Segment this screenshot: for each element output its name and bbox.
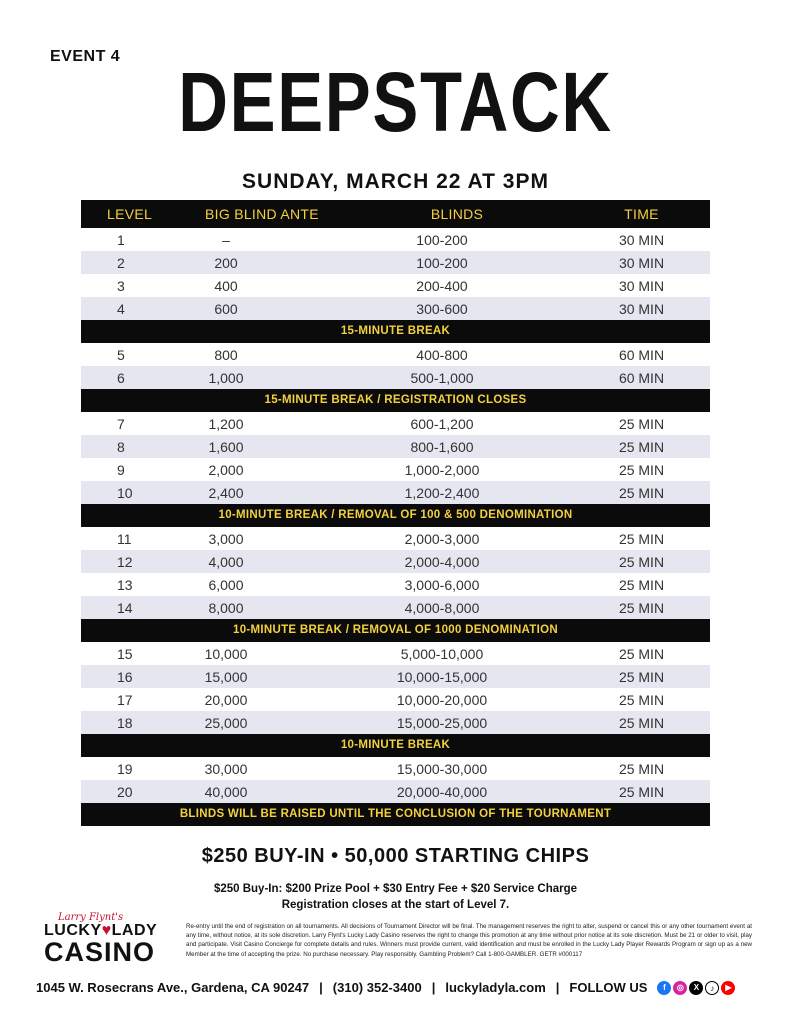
level-cell: 11 (117, 530, 132, 547)
ante-cell: 10,000 (204, 645, 248, 662)
table-row (81, 780, 710, 803)
level-cell: 20 (117, 783, 133, 800)
ante-cell: 25,000 (204, 714, 248, 731)
level-cell: 1 (117, 231, 125, 248)
blinds-cell: 10,000-20,000 (396, 691, 488, 708)
ante-cell: 4,000 (208, 553, 244, 570)
level-cell: 4 (117, 300, 125, 317)
ante-cell: 800 (214, 346, 238, 363)
blinds-cell: 600-1,200 (410, 415, 474, 432)
break-row: 10-MINUTE BREAK / REMOVAL OF 100 & 500 DENOMINATION (81, 504, 710, 527)
buyin-details (0, 881, 791, 913)
table-row (81, 596, 710, 619)
time-cell: 60 MIN (618, 369, 665, 386)
buyin-headline: $250 BUY-IN • 50,000 STARTING CHIPS (201, 845, 590, 867)
table-row (81, 550, 710, 573)
ante-cell: 20,000 (204, 691, 248, 708)
buyin-breakdown: $250 Buy-In: $200 Prize Pool + $30 Entry Fee + $20 Service Charge (213, 883, 578, 895)
header-level: LEVEL (107, 206, 153, 222)
ante-cell: 1,200 (208, 415, 244, 432)
facebook-icon[interactable]: f (657, 981, 671, 995)
time-cell: 30 MIN (618, 254, 665, 271)
ante-cell: 6,000 (208, 576, 244, 593)
blinds-cell: 300-600 (416, 300, 468, 317)
phone[interactable]: (310) 352-3400 (332, 980, 422, 995)
table-header (81, 200, 710, 228)
blinds-cell: 200-400 (416, 277, 468, 294)
table-row (81, 297, 710, 320)
blinds-cell: 1,000-2,000 (404, 461, 480, 478)
blinds-cell: 20,000-40,000 (396, 783, 488, 800)
table-row (81, 527, 710, 550)
table-row (81, 458, 710, 481)
level-cell: 16 (117, 668, 133, 685)
ante-cell: 600 (214, 300, 238, 317)
table-row (81, 757, 710, 780)
break-row: BLINDS WILL BE RAISED UNTIL THE CONCLUSION OF THE TOURNAMENT (81, 803, 710, 826)
blinds-cell: 800-1,600 (410, 438, 474, 455)
blinds-cell: 1,200-2,400 (404, 484, 480, 501)
ante-cell: 1,600 (208, 438, 244, 455)
table-row (81, 573, 710, 596)
header-time: TIME (624, 206, 659, 222)
table-row (81, 343, 710, 366)
ante-cell: 1,000 (208, 369, 244, 386)
time-cell: 25 MIN (618, 691, 665, 708)
blinds-cell: 400-800 (416, 346, 468, 363)
time-cell: 30 MIN (618, 300, 665, 317)
blinds-cell: 15,000-30,000 (396, 760, 488, 777)
casino-logo (44, 912, 174, 970)
separator: | (555, 980, 560, 995)
ante-cell: 15,000 (204, 668, 248, 685)
time-cell: 30 MIN (618, 277, 665, 294)
blinds-cell: 15,000-25,000 (396, 714, 488, 731)
table-row (81, 642, 710, 665)
table-row (81, 274, 710, 297)
table-row (81, 435, 710, 458)
separator: | (319, 980, 323, 995)
level-cell: 18 (117, 714, 133, 731)
logo-casino: CASINO (44, 937, 156, 967)
level-cell: 12 (117, 553, 133, 570)
table-row (81, 228, 710, 251)
level-cell: 13 (117, 576, 133, 593)
ante-cell: 400 (214, 277, 238, 294)
page-title: DEEPSTACK (178, 55, 613, 149)
time-cell: 25 MIN (618, 576, 665, 593)
time-cell: 25 MIN (618, 484, 665, 501)
break-row: 15-MINUTE BREAK / REGISTRATION CLOSES (81, 389, 710, 412)
blinds-cell: 4,000-8,000 (404, 599, 480, 616)
address: 1045 W. Rosecrans Ave., Gardena, CA 90247 (36, 980, 310, 995)
instagram-icon[interactable]: ◎ (673, 981, 687, 995)
header-ante: BIG BLIND ANTE (205, 206, 319, 222)
youtube-icon[interactable]: ▶ (721, 981, 735, 995)
ante-cell: 200 (214, 254, 238, 271)
level-cell: 19 (117, 760, 133, 777)
blinds-cell: 10,000-15,000 (396, 668, 488, 685)
table-row (81, 665, 710, 688)
logo-script: Larry Flynt's (58, 912, 124, 923)
follow-us-label: FOLLOW US (569, 980, 648, 995)
blinds-cell: 3,000-6,000 (404, 576, 480, 593)
break-row: 10-MINUTE BREAK / REMOVAL OF 1000 DENOMINATION (81, 619, 710, 642)
level-cell: 17 (117, 691, 133, 708)
ante-cell: 8,000 (208, 599, 244, 616)
time-cell: 25 MIN (618, 645, 665, 662)
level-cell: 9 (117, 461, 125, 478)
level-cell: 3 (117, 277, 125, 294)
ante-cell: 2,000 (208, 461, 244, 478)
footer (36, 980, 735, 995)
tiktok-icon[interactable]: ♪ (705, 981, 719, 995)
time-cell: 25 MIN (618, 438, 665, 455)
blinds-cell: 2,000-4,000 (404, 553, 480, 570)
table-row (81, 688, 710, 711)
blinds-cell: 2,000-3,000 (404, 530, 480, 547)
level-cell: 14 (117, 599, 133, 616)
fine-print: Re-entry until the end of registration on all tournaments. All decisions of Tournament Director will be final. The management reserves the right to alter, suspend or cancel this or any other tournament event at any time, without notice, at its sole discretion. Larry Flynt's Lucky Lady Casino reserves the right to change this promotion at any time without prior notice at its sole discretion. Must be 21 or older to visit, play and participate. Visit Casino Concierge for complete details and rules. Winners must provide current, valid identification and must be enrolled in the Lucky Lady Player Rewards Program or sign up as a new Member at the time of accepting the prize. No purchase necessary. Play responsibly. Gambling Problem? Call 1-800-GAMBLER. GETR #000117 (186, 923, 752, 958)
level-cell: 6 (117, 369, 125, 386)
header-blinds: BLINDS (430, 206, 484, 222)
blinds-cell: 5,000-10,000 (400, 645, 484, 662)
level-cell: 2 (117, 254, 125, 271)
time-cell: 25 MIN (618, 461, 665, 478)
level-cell: 10 (117, 484, 133, 501)
time-cell: 25 MIN (618, 599, 665, 616)
time-cell: 25 MIN (618, 760, 665, 777)
time-cell: 25 MIN (618, 668, 665, 685)
ante-cell: 3,000 (208, 530, 244, 547)
ante-cell: 40,000 (204, 783, 248, 800)
separator: | (431, 980, 436, 995)
blinds-cell: 100-200 (416, 254, 468, 271)
event-date: SUNDAY, MARCH 22 AT 3PM (242, 170, 549, 193)
time-cell: 30 MIN (618, 231, 665, 248)
table-row (81, 412, 710, 435)
ante-cell: – (222, 231, 230, 248)
break-row: 15-MINUTE BREAK (81, 320, 710, 343)
table-row (81, 711, 710, 734)
time-cell: 25 MIN (618, 783, 665, 800)
heart-icon: ♥ (101, 922, 112, 939)
table-row (81, 366, 710, 389)
level-cell: 15 (117, 645, 133, 662)
break-row: 10-MINUTE BREAK (81, 734, 710, 757)
time-cell: 25 MIN (618, 530, 665, 547)
level-cell: 8 (117, 438, 125, 455)
x-icon[interactable]: X (689, 981, 703, 995)
ante-cell: 2,400 (208, 484, 244, 501)
level-cell: 5 (117, 346, 125, 363)
time-cell: 25 MIN (618, 714, 665, 731)
time-cell: 25 MIN (618, 553, 665, 570)
ante-cell: 30,000 (204, 760, 248, 777)
table-row (81, 251, 710, 274)
logo-lucky-lady: LUCKY♥LADY (44, 922, 158, 939)
table-row (81, 481, 710, 504)
registration-note: Registration closes at the start of Level 7. (281, 899, 510, 911)
level-cell: 7 (117, 415, 125, 432)
website-link[interactable]: luckyladyla.com (445, 980, 546, 995)
blinds-cell: 500-1,000 (410, 369, 474, 386)
time-cell: 25 MIN (618, 415, 665, 432)
blinds-cell: 100-200 (416, 231, 468, 248)
blind-schedule-table (81, 200, 710, 826)
time-cell: 60 MIN (618, 346, 665, 363)
social-icons (657, 981, 735, 995)
event-label: EVENT 4 (50, 48, 121, 65)
